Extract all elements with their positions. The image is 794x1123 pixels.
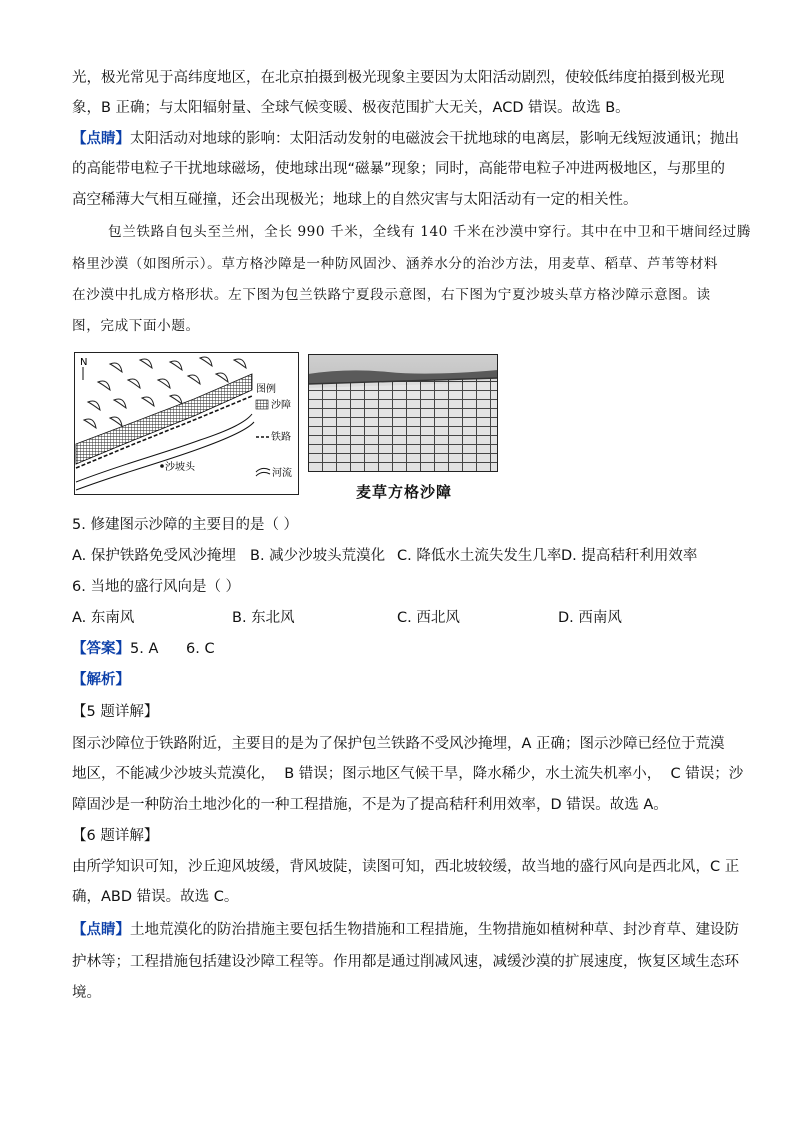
analysis-tag [72, 670, 130, 690]
q6-option-a: A. 东南风 [72, 610, 135, 626]
photo-caption: 麦草方格沙障 [356, 483, 453, 501]
tip-paragraph-line [72, 129, 739, 149]
tip-text: 太阳活动对地球的影响：太阳活动发射的电磁波会干扰地球的电离层，影响无线短波通讯；抛出 [130, 131, 739, 147]
text-line: 护林等；工程措施包括建设沙障工程等。作用都是通过削减风速，减缓沙漠的扩展速度，恢复区域生态环 [72, 954, 739, 970]
tip-text: 土地荒漠化的防治措施主要包括生物措施和工程措施，生物措施如植树种草、封沙育草、建设防 [130, 922, 739, 938]
text-line: 地区，不能减少沙坡头荒漠化， B 错误；图示地区气候干旱，降水稀少，水土流失机率小， C 错误；沙 [72, 766, 744, 782]
question-6-stem: 6. 当地的盛行风向是（ ） [72, 579, 241, 595]
tip-paragraph-line [72, 920, 739, 940]
q6-option-b: B. 东北风 [232, 610, 295, 626]
text-line: 象，B 正确；与太阳辐射量、全球气候变暖、极夜范围扩大无关，ACD 错误。故选 B。 [72, 100, 630, 116]
north-arrow-label: N [80, 357, 88, 368]
material-line: 格里沙漠（如图所示）。草方格沙障是一种防风固沙、涵养水分的治沙方法，用麦草、稻草、芦苇等材料 [72, 256, 719, 272]
material-line: 包兰铁路自包头至兰州，全长 990 千米，全线有 140 千米在沙漠中穿行。其中在中卫和干塘间经过腾 [108, 224, 751, 240]
place-label: 沙坡头 [165, 462, 195, 473]
q5-option-b: B. 减少沙坡头荒漠化 [250, 548, 386, 564]
legend-river: 河流 [272, 468, 292, 479]
railway-map-figure [74, 352, 299, 495]
analysis-tag-text: 【解析】 [72, 672, 130, 688]
text-line: 障固沙是一种防治土地沙化的一种工程措施，不是为了提高秸秆利用效率，D 错误。故选 A。 [72, 797, 668, 813]
q5-option-a: A. 保护铁路免受风沙掩埋 [72, 548, 236, 564]
text-line: 确，ABD 错误。故选 C。 [72, 889, 239, 905]
answer-tag: 【答案】 [72, 641, 130, 657]
straw-checkerboard-photo [308, 354, 498, 472]
text-line: 由所学知识可知，沙丘迎风坡缓，背风坡陡，读图可知，西北坡较缓，故当地的盛行风向是西北风，C 正 [72, 859, 740, 875]
material-line: 在沙漠中扎成方格形状。左下图为包兰铁路宁夏段示意图，右下图为宁夏沙坡头草方格沙障示意图。读 [72, 287, 711, 303]
legend-rail: 铁路 [271, 432, 291, 443]
text-line: 图示沙障位于铁路附近，主要目的是为了保护包兰铁路不受风沙掩埋，A 正确；图示沙障已经位于荒漠 [72, 736, 725, 752]
material-line: 图，完成下面小题。 [72, 318, 200, 334]
legend-sand: 沙障 [271, 400, 291, 411]
text-line: 的高能带电粒子干扰地球磁场，使地球出现“磁暴”现象；同时，高能带电粒子冲进两极地区，与那里的 [72, 161, 726, 177]
detail-6-tag: 【6 题详解】 [72, 828, 159, 844]
q6-option-c: C. 西北风 [397, 610, 460, 626]
answer-text: 5. A 6. C [130, 641, 215, 657]
text-line: 境。 [72, 985, 101, 1001]
text-line: 高空稀薄大气相互碰撞，还会出现极光；地球上的自然灾害与太阳活动有一定的相关性。 [72, 192, 638, 208]
answer-line [72, 639, 215, 659]
q5-option-d: D. 提高秸秆利用效率 [561, 548, 698, 564]
question-5-stem: 5. 修建图示沙障的主要目的是（ ） [72, 517, 299, 533]
q6-option-d: D. 西南风 [558, 610, 622, 626]
detail-5-tag: 【5 题详解】 [72, 704, 159, 720]
text-line: 光，极光常见于高纬度地区，在北京拍摄到极光现象主要因为太阳活动剧烈，使较低纬度拍摄到极光现 [72, 70, 725, 86]
tip-tag: 【点睛】 [72, 131, 130, 147]
tip-tag: 【点睛】 [72, 922, 130, 938]
q5-option-c: C. 降低水土流失发生几率 [397, 548, 562, 564]
legend-title: 图例 [256, 384, 276, 395]
